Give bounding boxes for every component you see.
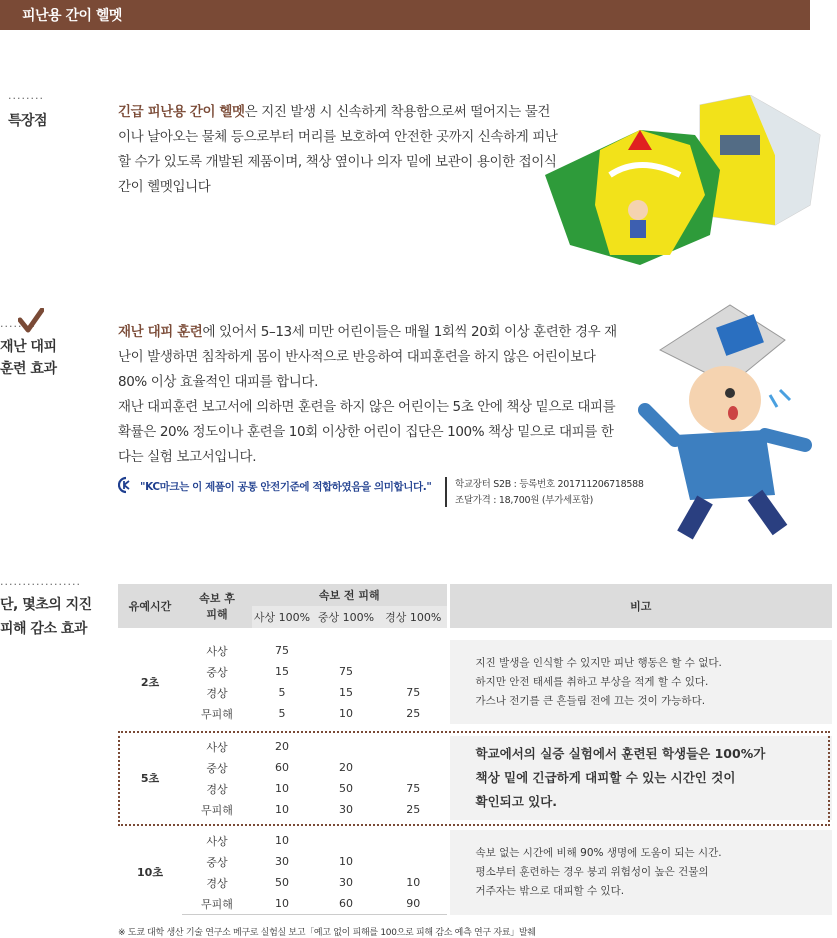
table-cell xyxy=(312,640,380,661)
footnote: ※ 도쿄 대학 생산 기술 연구소 메구로 실험실 보고「예고 없이 피해를 100으로 피해 감소 예측 연구 자료」발췌 xyxy=(118,928,536,938)
helmet-front xyxy=(545,130,720,265)
note-cell xyxy=(448,830,832,915)
table-cell: 25 xyxy=(406,707,421,720)
section-dots: ········ xyxy=(0,320,36,333)
table-cell xyxy=(312,736,380,757)
training-label-line1: 재난 대피 xyxy=(0,339,57,355)
damage-table xyxy=(118,584,832,915)
table-cell xyxy=(380,736,448,757)
reduction-label-line2: 피해 감소 효과 xyxy=(0,621,87,637)
note-line: 지진 발생을 인식할 수 있지만 피난 행동은 할 수 없다. xyxy=(475,656,722,669)
table-cell xyxy=(380,830,448,851)
table-cell xyxy=(380,661,448,682)
child-figure-icon xyxy=(628,200,648,220)
subheader-minor: 경상 100% xyxy=(380,606,448,628)
table-cell: 30 xyxy=(275,855,289,868)
table-cell: 10 xyxy=(275,803,289,816)
table-cell: 중상 xyxy=(206,761,228,775)
note-line: 하지만 안전 태세를 취하고 부상을 적게 할 수 있다. xyxy=(475,675,709,688)
table-cell: 60 xyxy=(275,761,289,774)
table-cell: 50 xyxy=(275,876,289,889)
header-time: 유예시간 xyxy=(118,584,182,628)
banner-tip xyxy=(785,0,809,30)
table-cell: 10 xyxy=(252,893,312,915)
table-cell: 20 xyxy=(275,740,289,753)
table-cell: 30 xyxy=(339,876,353,889)
note-line: 거주자는 밖으로 대피할 수 있다. xyxy=(475,884,625,897)
table-cell: 20 xyxy=(339,761,353,774)
training-paragraph-1 xyxy=(118,320,618,395)
table-cell: 15 xyxy=(339,686,353,699)
table-cell: 사상 xyxy=(206,834,228,848)
table-cell: 50 xyxy=(339,782,353,795)
table-cell xyxy=(380,757,448,778)
section-dots: ·················· xyxy=(0,578,81,591)
table-cell: 25 xyxy=(406,803,421,816)
note-cell-highlight xyxy=(448,736,832,820)
check-icon xyxy=(18,308,44,334)
divider xyxy=(445,477,447,507)
table-cell: 75 xyxy=(406,782,421,795)
features-text: 은 지진 발생 시 신속하게 착용함으로써 떨어지는 물건이나 날아오는 물체 등으로부터 머리를 보호하여 안전한 곳까지 신속하게 피난할 수가 있도록 개발된 제품이며, 책상 옆이나 의자 밑에 보관이 용이한 접이식 간이 헬멧입니다 xyxy=(118,104,558,195)
subheader-death: 사상 100% xyxy=(252,606,312,628)
note-line: 학교에서의 실증 실험에서 훈련된 학생들은 100%가 xyxy=(475,746,766,761)
table-cell xyxy=(312,830,380,851)
training-text-1: 에 있어서 5–13세 미만 어린이들은 매월 1회씩 20회 이상 훈련한 경우 재난이 발생하면 침착하게 몸이 반사적으로 반응하여 대피훈련을 하지 않은 어린이보다 80% 이상 효율적인 대피를 합니다. xyxy=(118,324,617,390)
table-cell: 10 xyxy=(339,707,353,720)
procurement-info xyxy=(455,477,644,509)
features-paragraph xyxy=(118,100,558,200)
reduction-label-line1: 단, 몇초의 지진 xyxy=(0,597,92,613)
note-line: 가스나 전기를 큰 흔들림 전에 끄는 것이 가능하다. xyxy=(475,694,706,707)
table-cell: 75 xyxy=(339,665,353,678)
table-cell: 사상 xyxy=(206,644,228,658)
table-cell: 무피해 xyxy=(182,893,252,915)
table-cell: 5 xyxy=(278,686,286,699)
note-cell xyxy=(448,640,832,724)
table-cell xyxy=(380,851,448,872)
table-cell: 무피해 xyxy=(201,803,233,817)
table-cell: 10 xyxy=(339,855,353,868)
note-line: 책상 밑에 긴급하게 대피할 수 있는 시간인 것이 xyxy=(475,770,736,785)
header-before: 속보 전 피해 xyxy=(252,584,448,606)
time-cell: 10초 xyxy=(137,866,163,880)
table-cell: 5 xyxy=(278,707,286,720)
table-cell: 15 xyxy=(275,665,289,678)
table-cell: 10 xyxy=(275,834,289,847)
note-line: 속보 없는 시간에 비해 90% 생명에 도움이 되는 시간. xyxy=(475,846,722,859)
table-cell: 경상 xyxy=(206,876,228,890)
header-after-line1: 속보 후 xyxy=(199,592,235,605)
training-label-line2: 훈련 효과 xyxy=(0,361,57,377)
header-after-line2: 피해 xyxy=(206,608,228,621)
header-after xyxy=(182,584,252,628)
table-cell: 경상 xyxy=(206,782,228,796)
training-paragraph-2: 재난 대피훈련 보고서에 의하면 훈련을 하지 않은 어린이는 5초 안에 책상 밑으로 대피를 확률은 20% 정도이나 훈련을 10회 이상한 어린이 집단은 100% 책상 밑으로 대피를 한다는 실험 보고서입니다. xyxy=(118,399,616,465)
table-cell: 75 xyxy=(406,686,421,699)
subheader-serious: 중상 100% xyxy=(312,606,380,628)
s2b-registration: 학교장터 S2B : 등록번호 201711206718588 xyxy=(455,479,644,490)
time-cell: 2초 xyxy=(140,676,160,689)
header-note: 비고 xyxy=(448,584,832,628)
table-cell: 중상 xyxy=(206,855,228,869)
section-dots: ········ xyxy=(8,92,44,105)
table-cell: 10 xyxy=(406,876,421,889)
kc-note: "KC마크는 이 제품이 공통 안전기준에 적합하였음을 의미합니다." xyxy=(140,481,432,493)
time-cell: 5초 xyxy=(140,772,160,785)
procurement-price: 조달가격 : 18,700원 (부가세포함) xyxy=(455,495,594,506)
table-cell: 경상 xyxy=(206,686,228,700)
table-cell: 60 xyxy=(312,893,380,915)
training-highlight: 재난 대피 훈련 xyxy=(118,324,203,340)
features-label: 특장점 xyxy=(8,113,48,129)
helmet-product-image xyxy=(540,95,830,265)
table-cell: 90 xyxy=(380,893,448,915)
table-cell: 10 xyxy=(275,782,289,795)
table-cell: 무피해 xyxy=(201,707,233,721)
note-line: 확인되고 있다. xyxy=(475,794,558,809)
table-cell: 사상 xyxy=(206,740,228,754)
table-cell xyxy=(380,640,448,661)
table-cell: 75 xyxy=(275,644,289,657)
page-title: 피난용 간이 헬멧 xyxy=(22,8,122,24)
features-highlight: 긴급 피난용 간이 헬멧 xyxy=(118,104,245,120)
kc-mark-icon xyxy=(118,476,136,494)
note-line: 평소부터 훈련하는 경우 붕괴 위험성이 높은 건물의 xyxy=(475,865,709,878)
table-cell: 중상 xyxy=(206,665,228,679)
running-child-image xyxy=(635,295,815,540)
table-cell: 30 xyxy=(339,803,353,816)
helmet-back xyxy=(700,95,820,225)
